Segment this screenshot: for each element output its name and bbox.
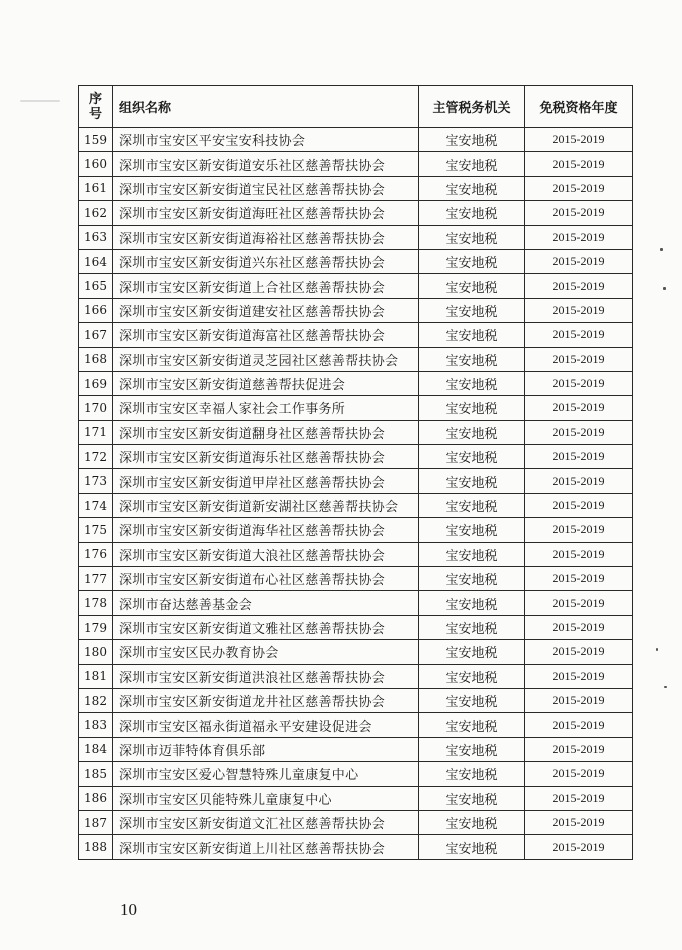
cell-exemption-years: 2015-2019 — [525, 835, 633, 859]
cell-serial-number: 162 — [79, 201, 113, 225]
header-serial-line1: 序 — [88, 91, 102, 107]
cell-exemption-years: 2015-2019 — [525, 762, 633, 786]
cell-exemption-years: 2015-2019 — [525, 152, 633, 176]
table-row — [79, 323, 633, 347]
cell-organization-name: 深圳市宝安区新安街道安乐社区慈善帮扶协会 — [113, 152, 419, 176]
cell-tax-authority: 宝安地税 — [419, 323, 525, 347]
header-tax-authority: 主管税务机关 — [419, 86, 525, 128]
table-row — [79, 567, 633, 591]
cell-tax-authority: 宝安地税 — [419, 664, 525, 688]
cell-serial-number: 175 — [79, 518, 113, 542]
table-row — [79, 128, 633, 152]
cell-organization-name: 深圳市宝安区新安街道翻身社区慈善帮扶协会 — [113, 420, 419, 444]
cell-tax-authority: 宝安地税 — [419, 152, 525, 176]
cell-serial-number: 182 — [79, 688, 113, 712]
cell-serial-number: 178 — [79, 591, 113, 615]
cell-serial-number: 180 — [79, 640, 113, 664]
cell-tax-authority: 宝安地税 — [419, 688, 525, 712]
cell-exemption-years: 2015-2019 — [525, 274, 633, 298]
cell-exemption-years: 2015-2019 — [525, 371, 633, 395]
cell-tax-authority: 宝安地税 — [419, 518, 525, 542]
cell-exemption-years: 2015-2019 — [525, 688, 633, 712]
cell-serial-number: 179 — [79, 615, 113, 639]
cell-tax-authority: 宝安地税 — [419, 469, 525, 493]
cell-tax-authority: 宝安地税 — [419, 591, 525, 615]
cell-exemption-years: 2015-2019 — [525, 810, 633, 834]
cell-serial-number: 177 — [79, 567, 113, 591]
cell-serial-number: 161 — [79, 176, 113, 200]
cell-exemption-years: 2015-2019 — [525, 664, 633, 688]
cell-organization-name: 深圳市奋达慈善基金会 — [113, 591, 419, 615]
table-row — [79, 615, 633, 639]
table-row — [79, 371, 633, 395]
cell-organization-name: 深圳市宝安区新安街道龙井社区慈善帮扶协会 — [113, 688, 419, 712]
cell-serial-number: 170 — [79, 396, 113, 420]
table-row — [79, 225, 633, 249]
cell-serial-number: 164 — [79, 249, 113, 273]
cell-tax-authority: 宝安地税 — [419, 542, 525, 566]
cell-tax-authority: 宝安地税 — [419, 201, 525, 225]
cell-serial-number: 171 — [79, 420, 113, 444]
cell-organization-name: 深圳市迈菲特体育俱乐部 — [113, 737, 419, 761]
cell-exemption-years: 2015-2019 — [525, 737, 633, 761]
table-row — [79, 298, 633, 322]
table-row — [79, 249, 633, 273]
table-row — [79, 835, 633, 859]
scan-speck — [20, 100, 60, 102]
cell-exemption-years: 2015-2019 — [525, 786, 633, 810]
cell-organization-name: 深圳市宝安区新安街道海旺社区慈善帮扶协会 — [113, 201, 419, 225]
table-row — [79, 591, 633, 615]
cell-tax-authority: 宝安地税 — [419, 567, 525, 591]
cell-tax-authority: 宝安地税 — [419, 493, 525, 517]
table-row — [79, 640, 633, 664]
scan-speck — [656, 648, 658, 651]
scan-speck — [660, 248, 663, 251]
cell-tax-authority: 宝安地税 — [419, 762, 525, 786]
cell-exemption-years: 2015-2019 — [525, 128, 633, 152]
table-row — [79, 688, 633, 712]
table-row — [79, 713, 633, 737]
cell-tax-authority: 宝安地税 — [419, 274, 525, 298]
cell-organization-name: 深圳市宝安区民办教育协会 — [113, 640, 419, 664]
cell-organization-name: 深圳市宝安区新安街道上川社区慈善帮扶协会 — [113, 835, 419, 859]
table-row — [79, 420, 633, 444]
cell-tax-authority: 宝安地税 — [419, 128, 525, 152]
cell-exemption-years: 2015-2019 — [525, 518, 633, 542]
cell-serial-number: 168 — [79, 347, 113, 371]
cell-exemption-years: 2015-2019 — [525, 176, 633, 200]
cell-tax-authority: 宝安地税 — [419, 347, 525, 371]
cell-serial-number: 184 — [79, 737, 113, 761]
table-row — [79, 786, 633, 810]
cell-organization-name: 深圳市宝安区新安街道新安湖社区慈善帮扶协会 — [113, 493, 419, 517]
cell-organization-name: 深圳市宝安区新安街道兴东社区慈善帮扶协会 — [113, 249, 419, 273]
header-serial-line2: 号 — [88, 106, 102, 122]
cell-tax-authority: 宝安地税 — [419, 786, 525, 810]
cell-tax-authority: 宝安地税 — [419, 176, 525, 200]
cell-organization-name: 深圳市宝安区新安街道文汇社区慈善帮扶协会 — [113, 810, 419, 834]
cell-organization-name: 深圳市宝安区新安街道海乐社区慈善帮扶协会 — [113, 445, 419, 469]
cell-serial-number: 159 — [79, 128, 113, 152]
cell-organization-name: 深圳市宝安区新安街道宝民社区慈善帮扶协会 — [113, 176, 419, 200]
table-row — [79, 810, 633, 834]
cell-serial-number: 186 — [79, 786, 113, 810]
cell-tax-authority: 宝安地税 — [419, 225, 525, 249]
cell-serial-number: 174 — [79, 493, 113, 517]
cell-serial-number: 188 — [79, 835, 113, 859]
cell-organization-name: 深圳市宝安区新安街道甲岸社区慈善帮扶协会 — [113, 469, 419, 493]
cell-organization-name: 深圳市宝安区新安街道洪浪社区慈善帮扶协会 — [113, 664, 419, 688]
cell-tax-authority: 宝安地税 — [419, 298, 525, 322]
table-row — [79, 201, 633, 225]
table-row — [79, 274, 633, 298]
cell-exemption-years: 2015-2019 — [525, 298, 633, 322]
cell-serial-number: 165 — [79, 274, 113, 298]
cell-exemption-years: 2015-2019 — [525, 225, 633, 249]
cell-organization-name: 深圳市宝安区幸福人家社会工作事务所 — [113, 396, 419, 420]
cell-organization-name: 深圳市宝安区新安街道海华社区慈善帮扶协会 — [113, 518, 419, 542]
cell-tax-authority: 宝安地税 — [419, 737, 525, 761]
cell-serial-number: 181 — [79, 664, 113, 688]
cell-organization-name: 深圳市宝安区新安街道灵芝园社区慈善帮扶协会 — [113, 347, 419, 371]
header-exemption-years: 免税资格年度 — [525, 86, 633, 128]
table-row — [79, 347, 633, 371]
cell-exemption-years: 2015-2019 — [525, 420, 633, 444]
cell-tax-authority: 宝安地税 — [419, 835, 525, 859]
cell-tax-authority: 宝安地税 — [419, 445, 525, 469]
table-row — [79, 493, 633, 517]
table-row — [79, 469, 633, 493]
table-header-row — [79, 86, 633, 128]
cell-exemption-years: 2015-2019 — [525, 201, 633, 225]
cell-exemption-years: 2015-2019 — [525, 469, 633, 493]
cell-exemption-years: 2015-2019 — [525, 249, 633, 273]
cell-exemption-years: 2015-2019 — [525, 347, 633, 371]
cell-serial-number: 185 — [79, 762, 113, 786]
cell-serial-number: 183 — [79, 713, 113, 737]
cell-organization-name: 深圳市宝安区平安宝安科技协会 — [113, 128, 419, 152]
table-row — [79, 542, 633, 566]
cell-serial-number: 163 — [79, 225, 113, 249]
table-row — [79, 396, 633, 420]
cell-organization-name: 深圳市宝安区新安街道慈善帮扶促进会 — [113, 371, 419, 395]
cell-tax-authority: 宝安地税 — [419, 810, 525, 834]
cell-serial-number: 173 — [79, 469, 113, 493]
table-row — [79, 737, 633, 761]
scan-speck — [664, 686, 667, 688]
cell-tax-authority: 宝安地税 — [419, 420, 525, 444]
cell-organization-name: 深圳市宝安区福永街道福永平安建设促进会 — [113, 713, 419, 737]
cell-tax-authority: 宝安地税 — [419, 396, 525, 420]
table-row — [79, 664, 633, 688]
cell-exemption-years: 2015-2019 — [525, 542, 633, 566]
header-serial-number — [79, 86, 113, 128]
cell-exemption-years: 2015-2019 — [525, 323, 633, 347]
table-row — [79, 176, 633, 200]
table-row — [79, 152, 633, 176]
cell-organization-name: 深圳市宝安区爱心智慧特殊儿童康复中心 — [113, 762, 419, 786]
cell-exemption-years: 2015-2019 — [525, 396, 633, 420]
cell-exemption-years: 2015-2019 — [525, 615, 633, 639]
table-row — [79, 445, 633, 469]
page-number: 10 — [120, 900, 137, 919]
cell-serial-number: 187 — [79, 810, 113, 834]
cell-organization-name: 深圳市宝安区新安街道建安社区慈善帮扶协会 — [113, 298, 419, 322]
cell-serial-number: 169 — [79, 371, 113, 395]
cell-organization-name: 深圳市宝安区新安街道海富社区慈善帮扶协会 — [113, 323, 419, 347]
cell-exemption-years: 2015-2019 — [525, 445, 633, 469]
cell-organization-name: 深圳市宝安区新安街道大浪社区慈善帮扶协会 — [113, 542, 419, 566]
cell-tax-authority: 宝安地税 — [419, 249, 525, 273]
cell-serial-number: 176 — [79, 542, 113, 566]
scan-speck — [663, 287, 666, 290]
header-organization-name: 组织名称 — [113, 86, 419, 128]
cell-serial-number: 167 — [79, 323, 113, 347]
cell-exemption-years: 2015-2019 — [525, 567, 633, 591]
cell-serial-number: 172 — [79, 445, 113, 469]
cell-tax-authority: 宝安地税 — [419, 713, 525, 737]
cell-serial-number: 166 — [79, 298, 113, 322]
cell-tax-authority: 宝安地税 — [419, 371, 525, 395]
cell-organization-name: 深圳市宝安区新安街道文雅社区慈善帮扶协会 — [113, 615, 419, 639]
cell-organization-name: 深圳市宝安区新安街道海裕社区慈善帮扶协会 — [113, 225, 419, 249]
cell-exemption-years: 2015-2019 — [525, 493, 633, 517]
cell-exemption-years: 2015-2019 — [525, 713, 633, 737]
cell-exemption-years: 2015-2019 — [525, 591, 633, 615]
cell-serial-number: 160 — [79, 152, 113, 176]
table-row — [79, 762, 633, 786]
tax-exempt-organizations-table — [78, 85, 633, 860]
cell-organization-name: 深圳市宝安区贝能特殊儿童康复中心 — [113, 786, 419, 810]
cell-organization-name: 深圳市宝安区新安街道上合社区慈善帮扶协会 — [113, 274, 419, 298]
cell-tax-authority: 宝安地税 — [419, 640, 525, 664]
cell-exemption-years: 2015-2019 — [525, 640, 633, 664]
cell-organization-name: 深圳市宝安区新安街道布心社区慈善帮扶协会 — [113, 567, 419, 591]
cell-tax-authority: 宝安地税 — [419, 615, 525, 639]
table-row — [79, 518, 633, 542]
